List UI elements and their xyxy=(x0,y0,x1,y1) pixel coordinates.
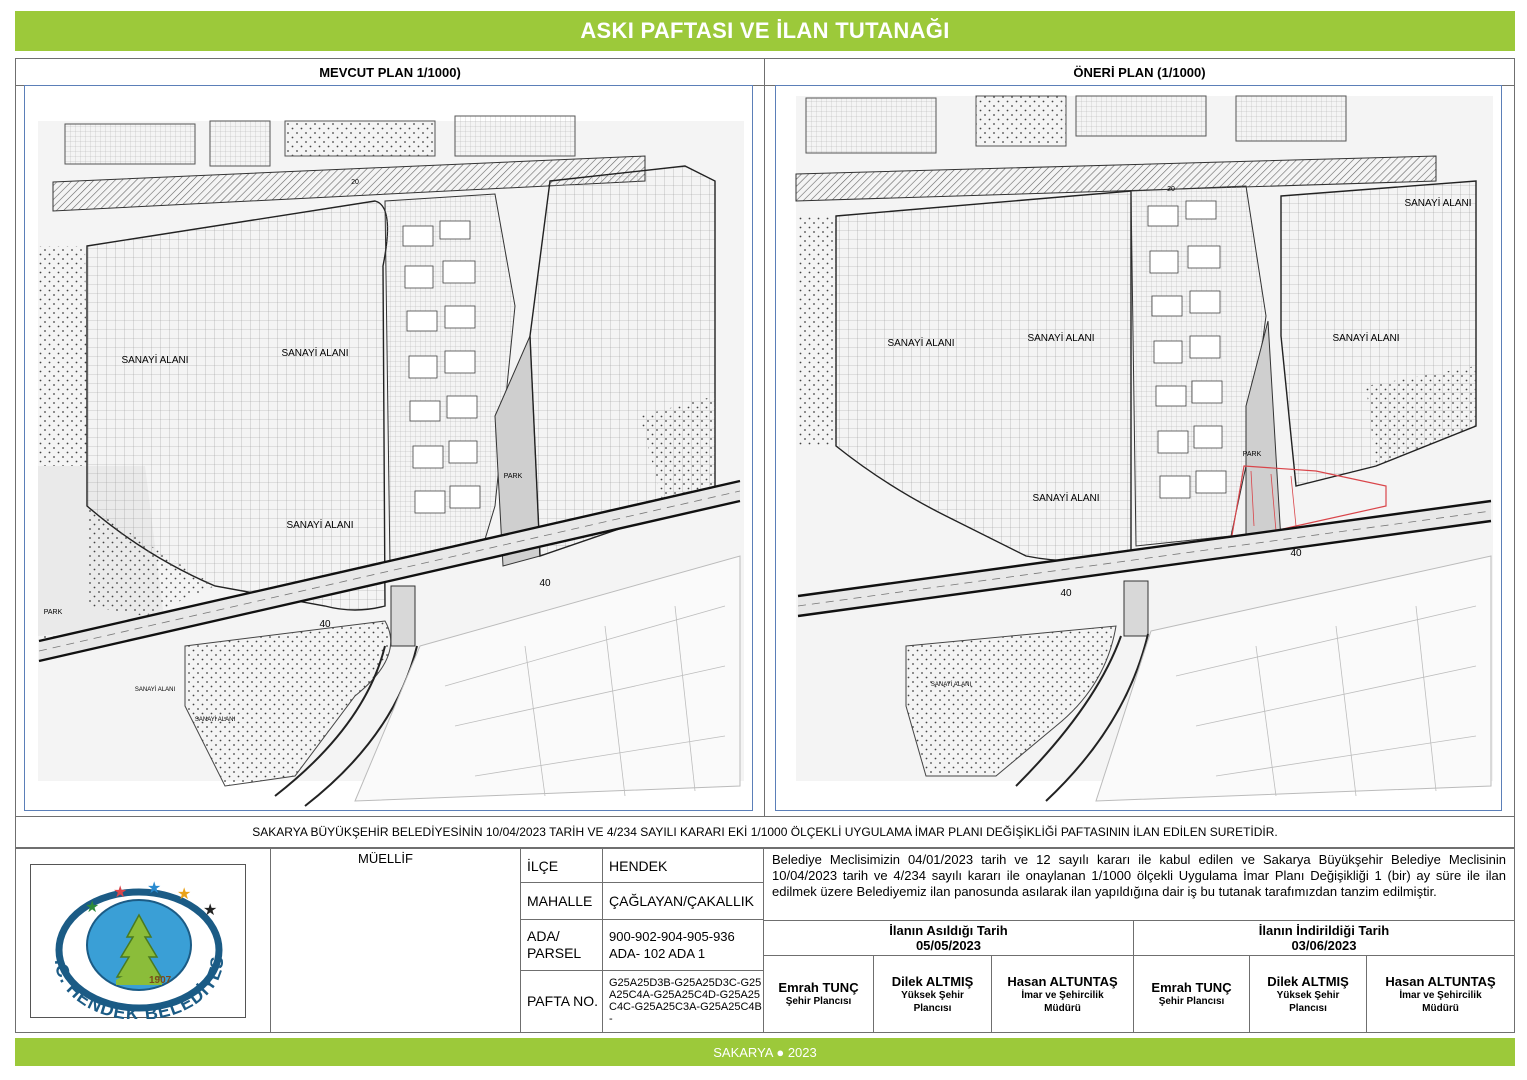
notice-text: Belediye Meclisimizin 04/01/2023 tarih ve 12 sayılı kararı ile kabul edilen ve Sakarya Büyükşehir Belediye Meclisinin 10/04/2023 tarih ve 4/234 sayılı kararı ile onaylanan 1/1000 ölçekli Uygulama İmar Planı Değişikliği 1 (bir) ay süre ile ilan edilmek üzere Belediyemiz ilan panosunda asılarak ilan yapıldığına dair iş bu tutanak tarafımızdan tanzim edilmiştir. xyxy=(763,848,1515,921)
plan-caption: SAKARYA BÜYÜKŞEHİR BELEDİYESİNİN 10/04/2023 TARİH VE 4/234 SAYILI KARARI EKİ 1/1000 ÖLÇEKLİ UYGULAMA İMAR PLANI DEĞİŞİKLİĞİ PAFTASININ İLAN EDİLEN SURETİDİR. xyxy=(15,816,1515,848)
page-title: ASKI PAFTASI VE İLAN TUTANAĞI xyxy=(15,11,1515,51)
logo-frame xyxy=(30,864,246,1018)
footer: SAKARYA ● 2023 xyxy=(15,1038,1515,1066)
posted-title: İlanın Asıldığı Tarih xyxy=(889,923,1008,938)
parcel-label: ADA/ PARSEL xyxy=(520,919,603,971)
map-label: PARK xyxy=(503,473,523,480)
road-label: 40 xyxy=(1290,548,1302,559)
svg-text:★: ★ xyxy=(147,880,162,897)
sheet-label: PAFTA NO. xyxy=(520,970,603,1033)
proposed-plan-map[interactable] xyxy=(775,85,1502,811)
municipality-logo xyxy=(31,865,247,1019)
road-label: 40 xyxy=(539,578,551,589)
sheet-value: G25A25D3B-G25A25D3C-G25A25C4A-G25A25C4D-G25A25C4C-G25A25C3A-G25A25C4B- xyxy=(602,970,764,1033)
author-label: MÜELLİF xyxy=(358,851,413,866)
map-label: SANAYİ ALANI xyxy=(887,338,955,349)
svg-text:★: ★ xyxy=(203,902,218,919)
map-label: SANAYİ ALANI xyxy=(121,355,189,366)
removed-title: İlanın İndirildiği Tarih xyxy=(1258,923,1390,938)
proposed-plan-title: ÖNERİ PLAN (1/1000) xyxy=(764,58,1515,86)
neighbourhood-label: MAHALLE xyxy=(520,882,603,920)
signature-posted-3: Hasan ALTUNTAŞ İmar ve Şehircilik Müdürü xyxy=(991,955,1134,1033)
district-label: İLÇE xyxy=(520,848,603,883)
signature-removed-1: Emrah TUNÇ Şehir Plancısı xyxy=(1133,955,1250,1033)
map-label: SANAYİ ALANI xyxy=(1404,198,1472,209)
district-value: HENDEK xyxy=(602,848,764,883)
svg-text:★: ★ xyxy=(113,884,128,901)
author-cell xyxy=(270,848,521,1033)
removed-date: 03/06/2023 xyxy=(1291,938,1357,953)
parcel-value: 900-902-904-905-936 ADA- 102 ADA 1 xyxy=(602,919,764,971)
road-label: 20 xyxy=(1167,186,1175,193)
road-label: 40 xyxy=(1060,588,1072,599)
signature-posted-1: Emrah TUNÇ Şehir Plancısı xyxy=(763,955,874,1033)
map-label: SANAYİ ALANI xyxy=(1332,333,1400,344)
logo-year: 1907 xyxy=(149,975,172,986)
neighbourhood-value: ÇAĞLAYAN/ÇAKALLIK xyxy=(602,882,764,920)
current-plan-title: MEVCUT PLAN 1/1000) xyxy=(15,58,765,86)
map-label: PARK xyxy=(43,609,63,616)
removed-date-block xyxy=(1133,920,1515,956)
map-label: SANAYİ ALANI xyxy=(134,687,176,693)
svg-text:★: ★ xyxy=(177,886,192,903)
svg-text:★: ★ xyxy=(85,899,100,916)
signature-removed-3: Hasan ALTUNTAŞ İmar ve Şehircilik Müdürü xyxy=(1366,955,1515,1033)
map-label: SANAYİ ALANI xyxy=(286,520,354,531)
signature-posted-2: Dilek ALTMIŞ Yüksek Şehir Plancısı xyxy=(873,955,992,1033)
current-plan-map[interactable] xyxy=(24,85,753,811)
map-label: PARK xyxy=(1242,451,1262,458)
posted-date-block xyxy=(763,920,1134,956)
posted-date: 05/05/2023 xyxy=(915,938,982,953)
logo-text: .C. HENDEK BELEDİYES xyxy=(50,955,228,1019)
map-label: SANAYİ ALANI xyxy=(1027,333,1095,344)
map-label: SANAYİ ALANI xyxy=(281,348,349,359)
road-label: 40 xyxy=(319,619,331,630)
map-label: SANAYİ ALANI xyxy=(1032,493,1100,504)
map-label: SANAYİ ALANI xyxy=(930,682,972,688)
map-label: SANAYİ ALANI xyxy=(194,717,236,723)
signature-removed-2: Dilek ALTMIŞ Yüksek Şehir Plancısı xyxy=(1249,955,1367,1033)
road-label: 20 xyxy=(351,179,359,186)
